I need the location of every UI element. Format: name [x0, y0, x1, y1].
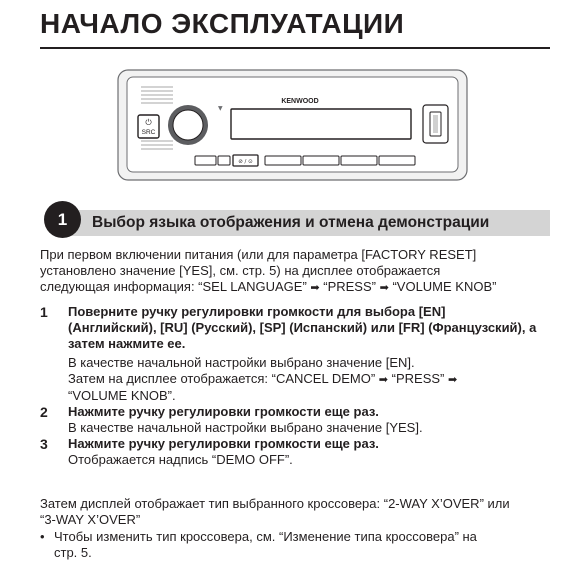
- page-title: НАЧАЛО ЭКСПЛУАТАЦИИ: [40, 8, 405, 39]
- step-instruction: Нажмите ручку регулировки громкости еще раз.: [68, 404, 379, 419]
- bullet-line: Чтобы изменить тип кроссовера, см. “Изменение типа кроссовера” на: [54, 529, 477, 544]
- outro-line: “3-WAY X’OVER”: [40, 512, 141, 527]
- step-instruction: Поверните ручку регулировки громкости для выбора [EN]: [68, 304, 446, 319]
- intro-line: следующая информация: “SEL LANGUAGE” ➡ “PRESS” ➡ “VOLUME KNOB”: [40, 279, 497, 294]
- step-item: [40, 404, 555, 436]
- steps-list: [40, 304, 555, 468]
- arrow-icon: ➡: [379, 282, 389, 294]
- step-number: 3: [40, 436, 48, 452]
- section-heading: Выбор языка отображения и отмена демонстрации: [92, 214, 490, 231]
- volume-knob: [173, 110, 203, 140]
- step-instruction: (Английский), [RU] (Русский), [SP] (Испанский) или [FR] (Французский), а: [68, 320, 537, 335]
- step-number: 1: [40, 304, 48, 320]
- intro-line: При первом включении питания (или для параметра [FACTORY RESET]: [40, 247, 477, 262]
- step-note: В качестве начальной настройки выбрано значение [YES].: [68, 420, 423, 435]
- step-item: [40, 304, 555, 404]
- lcd-display: [231, 109, 411, 139]
- arrow-icon: ➡: [378, 374, 389, 386]
- section-number-badge: 1: [44, 201, 81, 238]
- title-divider: [40, 47, 550, 49]
- intro-line: установлено значение [YES], см. стр. 5) на дисплее отображается: [40, 263, 441, 278]
- outro-paragraph: [40, 496, 555, 528]
- step-note: В качестве начальной настройки выбрано значение [EN].: [68, 355, 415, 370]
- step-note: Отображается надпись “DEMO OFF”.: [68, 452, 293, 467]
- src-button-label: SRC: [141, 129, 156, 136]
- power-icon: ⏻: [145, 118, 152, 127]
- intro-paragraph: [40, 247, 555, 296]
- key-button-label: ⊘ / ⊙: [238, 159, 253, 165]
- car-stereo-illustration: [117, 69, 468, 181]
- bullet-note: [40, 529, 555, 561]
- step-number: 2: [40, 404, 48, 420]
- arrow-icon: ➡: [310, 282, 320, 294]
- outro-line: Затем дисплей отображает тип выбранного кроссовера: “2-WAY X’OVER” или: [40, 496, 510, 511]
- step-instruction: затем нажмите ее.: [68, 336, 186, 351]
- arrow-icon: ➡: [448, 374, 458, 386]
- brand-logo: KENWOOD: [281, 98, 319, 105]
- step-instruction: Нажмите ручку регулировки громкости еще раз.: [68, 436, 379, 451]
- bullet-line: стр. 5.: [54, 545, 92, 560]
- step-note: Затем на дисплее отображается: “CANCEL DEMO” ➡ “PRESS” ➡: [68, 371, 458, 386]
- preset-buttons: [195, 156, 415, 165]
- step-item: [40, 436, 555, 468]
- bullet-symbol: •: [40, 529, 45, 544]
- display-marker-icon: ▼: [218, 105, 223, 112]
- step-note: “VOLUME KNOB”.: [68, 388, 176, 403]
